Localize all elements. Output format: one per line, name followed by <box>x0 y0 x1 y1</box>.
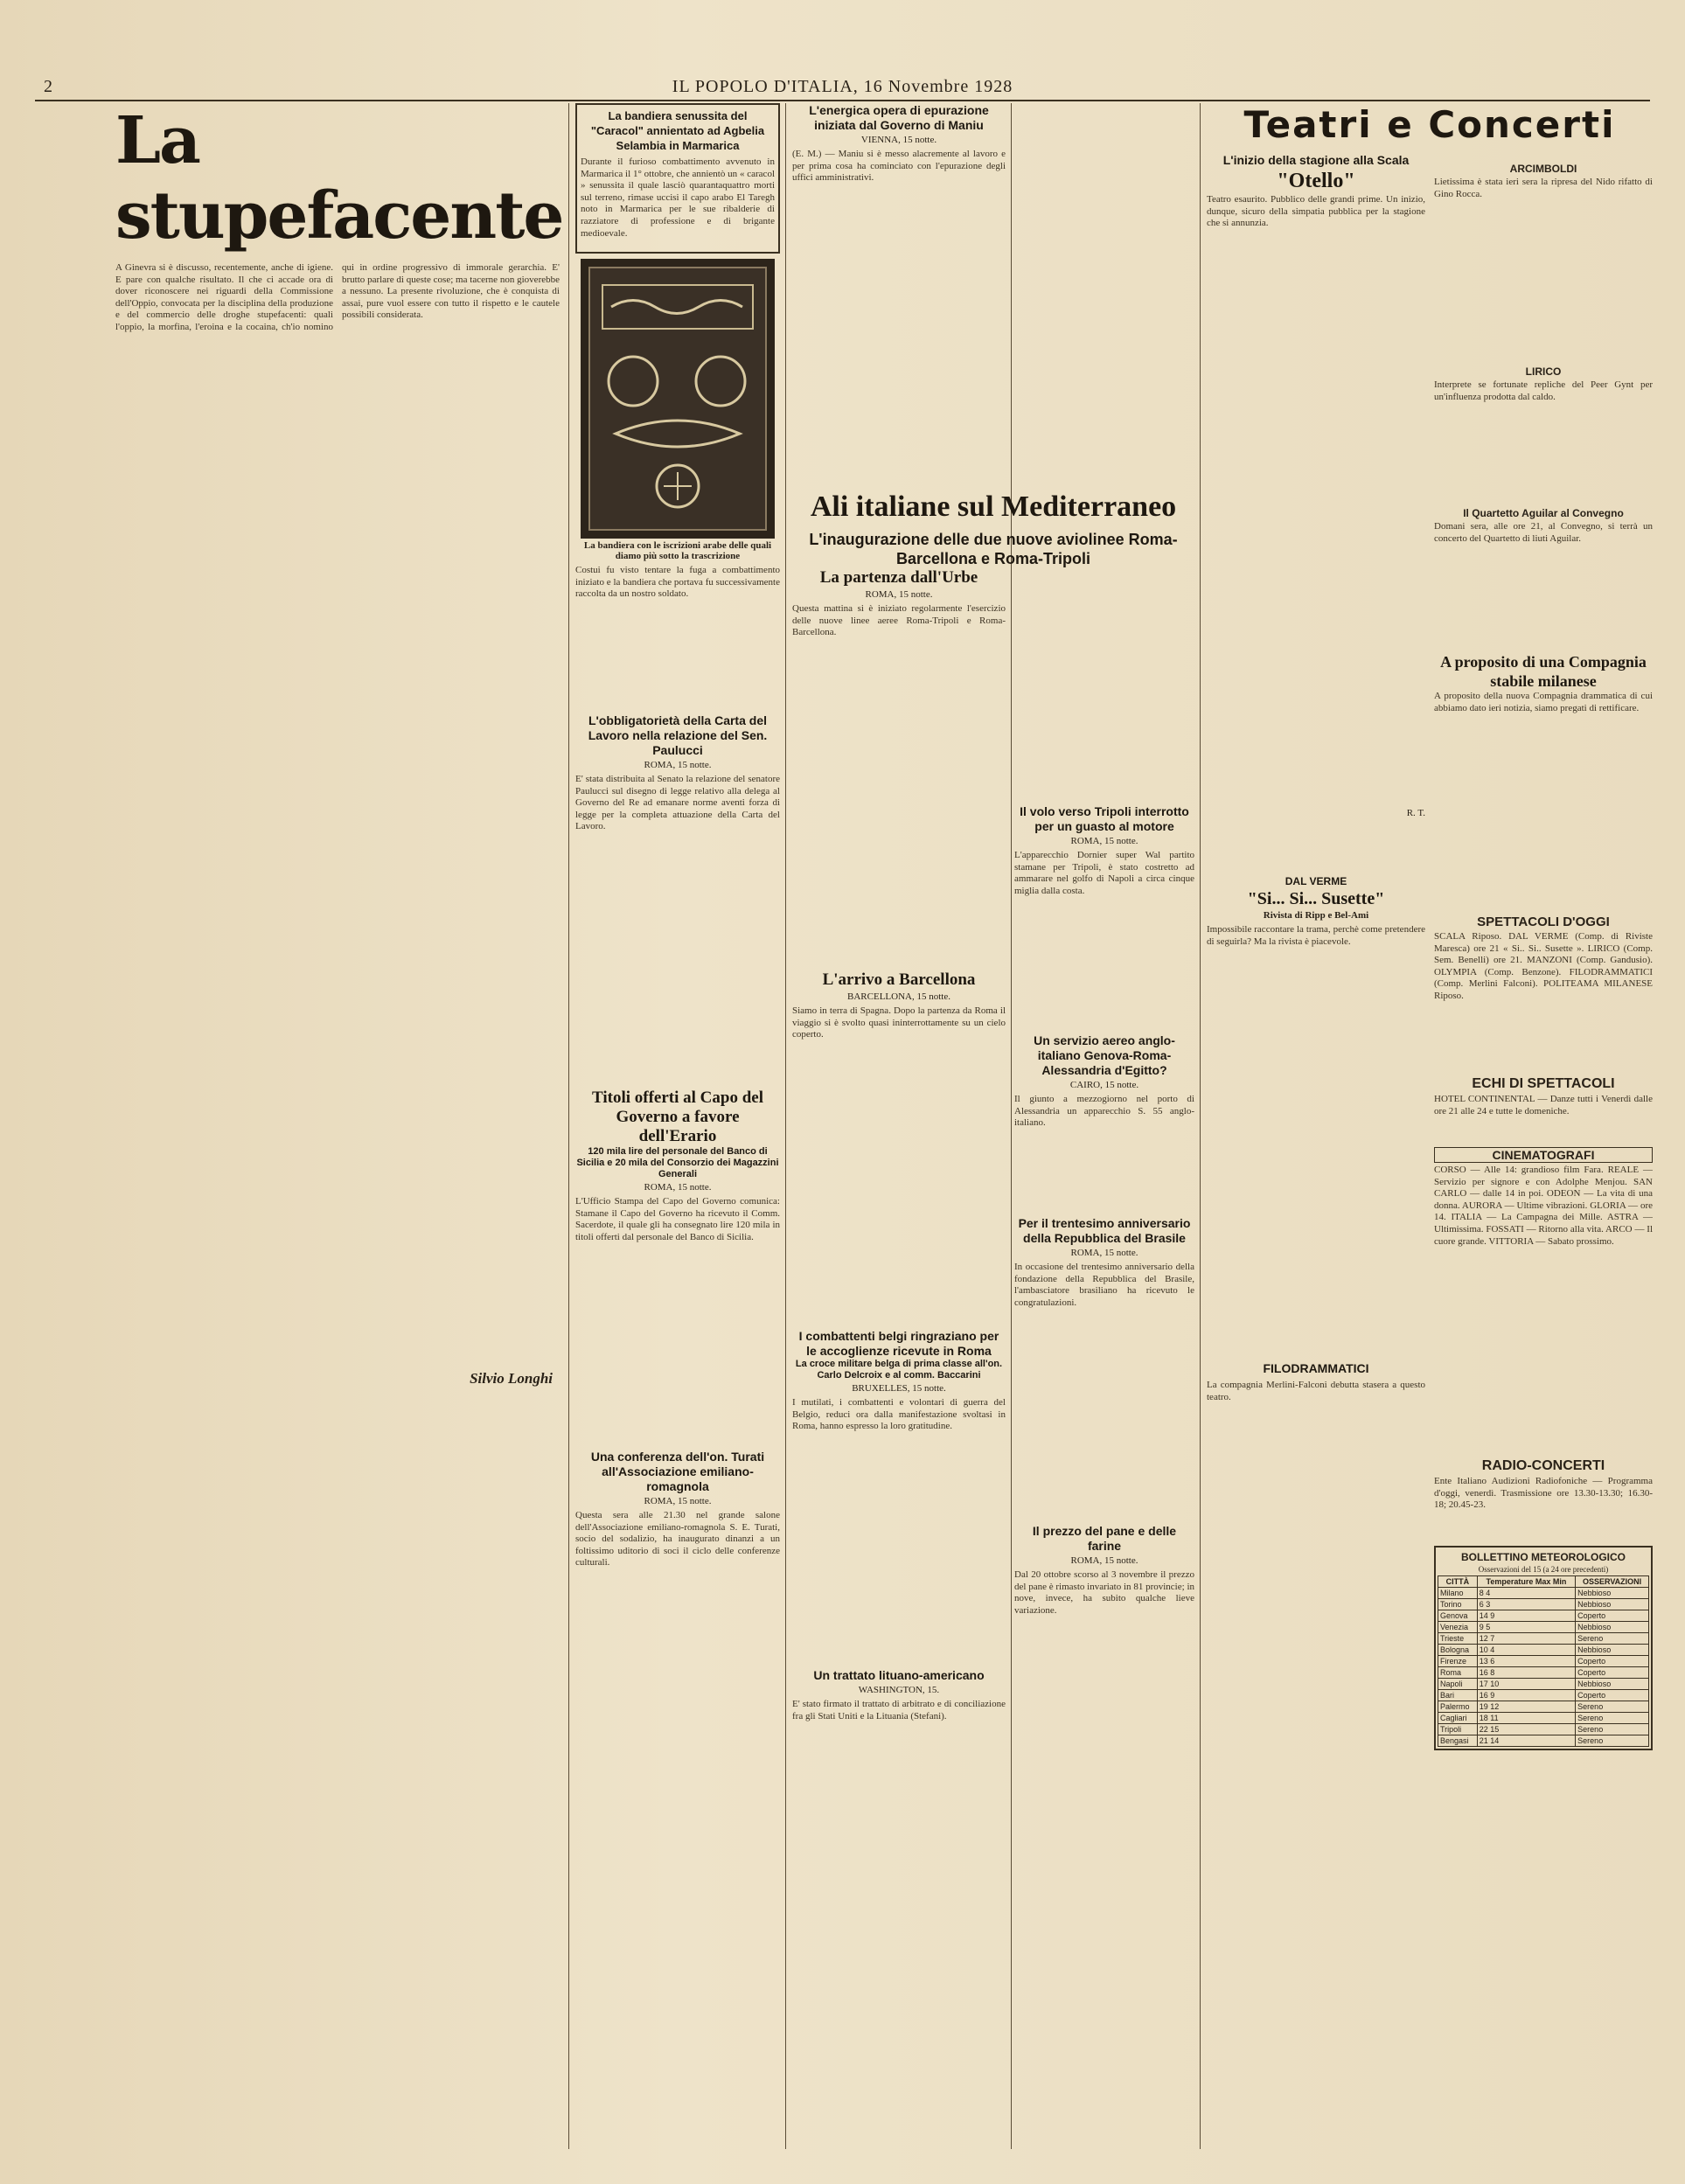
meteo-cell: 9 5 <box>1477 1622 1575 1633</box>
newspaper-title: IL POPOLO D'ITALIA, 16 Novembre 1928 <box>672 77 1013 96</box>
story-body: E' stata distribuita al Senato la relazione del senatore Paulucci sul disegno di legge relativo alla delega al Governo del Re ad emanare norme aventi forza di legge per la completa attuazione della Carta del Lavoro. <box>575 774 780 832</box>
author-signature: Silvio Longhi <box>470 1370 553 1387</box>
story-body: L'Ufficio Stampa del Capo del Governo comunica: Stamane il Capo del Governo ha ricevuto il Comm. Sacerdote, il quale gli ha consegnato lire 120 mila in titoli offerti dal personale del Banco di Sicilia. <box>575 1196 780 1242</box>
story-body: La compagnia Merlini-Falconi debutta stasera a questo teatro. <box>1207 1380 1425 1402</box>
meteo-header-cell: CITTÀ <box>1438 1576 1478 1588</box>
meteo-cell: Bologna <box>1438 1645 1478 1656</box>
meteo-row <box>1438 1735 1649 1747</box>
listing-title-quartetto: Il Quartetto Aguilar al Convegno <box>1463 507 1624 519</box>
meteo-cell: 12 7 <box>1477 1633 1575 1645</box>
meteo-cell: Nebbioso <box>1576 1645 1649 1656</box>
story-title-partenza: La partenza dall'Urbe <box>819 568 978 587</box>
column-rule <box>785 103 786 2149</box>
listing-body: HOTEL CONTINENTAL — Danze tutti i Venerdì dalle ore 21 alle 24 e tutte le domeniche. <box>1434 1094 1653 1116</box>
banner-aviolinee <box>792 490 1194 568</box>
headline-stupefacente: La stupefacente <box>115 103 563 254</box>
meteo-cell: Sereno <box>1576 1735 1649 1747</box>
meteo-cell: 6 3 <box>1477 1599 1575 1610</box>
arabic-flag-illustration <box>581 259 775 539</box>
story-body: Questa sera alle 21.30 nel grande salone dell'Associazione emiliano-romagnola S. E. Turati, socio del sodalizio, ha inaugurato dinanzi a un foltissimo uditorio di soci il ciclo delle conferenze culturali. <box>575 1510 780 1568</box>
meteo-row <box>1438 1633 1649 1645</box>
photo-caption: La bandiera con le iscrizioni arabe delle quali diamo più sotto la trascrizione <box>583 540 772 561</box>
meteo-row <box>1438 1610 1649 1622</box>
dateline: ROMA, 15 notte. <box>644 1182 712 1193</box>
meteo-header-cell: Temperature Max Min <box>1477 1576 1575 1588</box>
meteo-row <box>1438 1599 1649 1610</box>
meteo-cell: Napoli <box>1438 1679 1478 1690</box>
dateline: ROMA, 15 notte. <box>1070 1248 1138 1258</box>
meteo-row <box>1438 1622 1649 1633</box>
dateline: CAIRO, 15 notte. <box>1069 1080 1139 1090</box>
column-rule <box>568 103 569 2149</box>
meteo-cell: Tripoli <box>1438 1724 1478 1735</box>
dateline: ROMA, 15 notte. <box>1070 836 1138 846</box>
dateline: BARCELLONA, 15 notte. <box>847 991 950 1002</box>
meteo-cell: 8 4 <box>1477 1588 1575 1599</box>
meteo-cell: Nebbioso <box>1576 1679 1649 1690</box>
story-body: Impossibile raccontare la trama, perchè come pretendere di seguirla? Ma la rivista è piacevole. <box>1207 924 1425 947</box>
story-title-pane: Il prezzo del pane e delle farine <box>1032 1524 1177 1553</box>
story-subtitle-otello: "Otello" <box>1277 170 1355 192</box>
story-title-volo-tripoli: Il volo verso Tripoli interrotto per un guasto al motore <box>1020 804 1189 833</box>
story-body: Costui fu visto tentare la fuga a combattimento iniziato e la bandiera che portava fu successivamente raccolta da un nostro soldato. <box>575 565 780 600</box>
meteo-cell: 17 10 <box>1477 1679 1575 1690</box>
meteo-row <box>1438 1690 1649 1701</box>
story-title-servizio-aereo: Un servizio aereo anglo-italiano Genova-Roma-Alessandria d'Egitto? <box>1034 1033 1175 1077</box>
meteo-cell: 19 12 <box>1477 1701 1575 1713</box>
meteo-row <box>1438 1701 1649 1713</box>
meteo-cell: 16 8 <box>1477 1667 1575 1679</box>
meteo-row <box>1438 1713 1649 1724</box>
meteo-cell: Trieste <box>1438 1633 1478 1645</box>
meteo-row <box>1438 1679 1649 1690</box>
story-subtitle: La croce militare belga di prima classe all'on. Carlo Delcroix e al comm. Baccarini <box>795 1359 1003 1381</box>
story-title-trattato: Un trattato lituano-americano <box>813 1668 985 1682</box>
listing-body: A proposito della nuova Compagnia drammatica di cui abbiamo dato ieri notizia, siamo pregati di rettificare. <box>1434 691 1653 713</box>
listing-body: Ente Italiano Audizioni Radiofoniche — Programma d'oggi, venerdì. Trasmissione ore 13.30-13.30; 16.30-18; 20.45-23. <box>1434 1476 1653 1511</box>
story-body: (E. M.) — Maniu si è messo alacremente al lavoro e per prima cosa ha cominciato con l'epurazione degli uffici amministrativi. <box>792 149 1006 184</box>
meteo-cell: Nebbioso <box>1576 1588 1649 1599</box>
story-title-barcellona: L'arrivo a Barcellona <box>822 970 976 989</box>
story-body: Teatro esaurito. Pubblico delle grandi prime. Un inizio, dunque, sicuro della simpatia pubblica per la stagione che si annunzia. <box>1207 194 1425 229</box>
meteo-table <box>1438 1575 1649 1747</box>
meteo-row <box>1438 1645 1649 1656</box>
meteo-cell: 13 6 <box>1477 1656 1575 1667</box>
story-body: I mutilati, i combattenti e volontari di guerra del Belgio, reduci ora dalla manifestazione svoltasi in Roma, hanno espresso la loro gratitudine. <box>792 1397 1006 1432</box>
dateline: BRUXELLES, 15 notte. <box>852 1383 946 1394</box>
story-bandiera <box>575 103 780 254</box>
meteo-cell: Sereno <box>1576 1724 1649 1735</box>
article-body-stupefacente: A Ginevra si è discusso, recentemente, anche di igiene. E pare con qualche risultato. Il che ci accade ora di dover riconoscere nei riguardi della Commissione dell'Oppio, convocata per la disciplina della produzione e del commercio delle droghe stupefacenti: quali l'oppio, la morfina, l'eroina e la cocaina, ch'io nomino qui in ordine progressivo di immorale gerarchia. E' brutto parlare di queste cose; ma tacerne non gioverebbe a nessuno. La presente rivoluzione, che è conquista di assai, pure vuol essere con tutto il rispetto e le cautele possibili considerata. <box>115 262 560 332</box>
dateline: ROMA, 15 notte. <box>644 760 712 770</box>
story-title-brasile: Per il trentesimo anniversario della Repubblica del Brasile <box>1018 1216 1191 1245</box>
meteo-cell: Nebbioso <box>1576 1599 1649 1610</box>
story-body: Durante il furioso combattimento avvenuto in Marmarica il 1° ottobre, che annientò un « caracol » senussita il quale lasciò quarantaquattro morti sul terreno, rimase uccisi il capo arabo El Taregh noto in Marmarica per le sue ribalderie di razziatore di professione e di brigante medioevale. <box>581 156 775 239</box>
meteo-row <box>1438 1667 1649 1679</box>
listing-title-cinema: CINEMATOGRAFI <box>1434 1147 1653 1163</box>
story-title-filodrammatici: FILODRAMMATICI <box>1263 1361 1369 1375</box>
listing-title-lirico: LIRICO <box>1525 365 1562 378</box>
story-body: Siamo in terra di Spagna. Dopo la partenza da Roma il viaggio si è svolto quasi ininterrottamente su un cielo coperto. <box>792 1005 1006 1040</box>
story-title-maniu: L'energica opera di epurazione iniziata dal Governo di Maniu <box>809 103 989 132</box>
column-3 <box>792 103 1006 437</box>
story-body: Il giunto a mezzogiorno nel porto di Alessandria un apparecchio S. 55 anglo-italiano. <box>1014 1094 1194 1129</box>
meteo-cell: Torino <box>1438 1599 1478 1610</box>
meteo-cell: Bengasi <box>1438 1735 1478 1747</box>
meteo-cell: Coperto <box>1576 1610 1649 1622</box>
column-3b <box>1014 568 1194 1858</box>
meteo-title: BOLLETTINO METEOROLOGICO <box>1461 1551 1626 1563</box>
meteo-cell: Genova <box>1438 1610 1478 1622</box>
listing-body: CORSO — Alle 14: grandioso film Fara. REALE — Servizio per signore e con Adolphe Menjou. SAN CARLO — dalle 14 in poi. ODEON — La vita di una donna. AURORA — Ultime vibrazioni. GLORIA — ore 14. ITALIA — La Campagna dei Mille. ASTRA — Ultimissima. FOSSATI — Ritorno alla vita. ARCO — Il cuore grande. VITTORIA — Sabato prossimo. <box>1434 1165 1653 1247</box>
meteo-cell: Palermo <box>1438 1701 1478 1713</box>
meteo-row <box>1438 1588 1649 1599</box>
meteo-cell: Coperto <box>1576 1667 1649 1679</box>
story-body: Questa mattina si è iniziato regolarmente l'esercizio delle nuove linee aeree Roma-Tripoli e Roma-Barcellona. <box>792 603 1006 638</box>
meteo-box <box>1434 1546 1653 1750</box>
meteo-cell: Coperto <box>1576 1690 1649 1701</box>
meteo-cell: Cagliari <box>1438 1713 1478 1724</box>
listing-body: Domani sera, alle ore 21, al Convegno, si terrà un concerto del Quartetto di liuti Aguilar. <box>1434 521 1653 544</box>
story-title: La bandiera senussita del "Caracol" annientato ad Agbelia Selambia in Marmarica <box>590 109 765 152</box>
section-title-teatri: Teatri e Concerti <box>1243 103 1616 146</box>
dateline: ROMA, 15 notte. <box>865 589 933 600</box>
column-5 <box>1434 157 1653 1750</box>
listing-body: Interprete se fortunate repliche del Peer Gynt per un'influenza prodotta dal caldo. <box>1434 379 1653 402</box>
masthead <box>35 77 1650 101</box>
meteo-cell: Venezia <box>1438 1622 1478 1633</box>
story-body: E' stato firmato il trattato di arbitrato e di conciliazione fra gli Stati Uniti e la Lituania (Stefani). <box>792 1699 1006 1721</box>
dateline: VIENNA, 15 notte. <box>860 135 937 145</box>
banner-subtitle: L'inaugurazione delle due nuove aviolinee Roma-Barcellona e Roma-Tripoli <box>809 531 1178 567</box>
dateline: ROMA, 15 notte. <box>644 1496 712 1506</box>
story-title-carta-lavoro: L'obbligatorietà della Carta del Lavoro nella relazione del Sen. Paulucci <box>588 713 768 757</box>
dateline: WASHINGTON, 15. <box>858 1685 940 1695</box>
listing-body: SCALA Riposo. DAL VERME (Comp. di Riviste Maresca) ore 21 « Si.. Si.. Susette ». LIRICO (Comp. Sem. Benelli) ore 21. MANZONI (Comp. Gandusio). OLYMPIA (Comp. Benzone). FILODRAMMATICI (Comp. Merlini Falconi). POLITEAMA MILANESE Riposo. <box>1434 931 1653 1001</box>
listing-title-echi: ECHI DI SPETTACOLI <box>1472 1076 1615 1091</box>
story-title-turati: Una conferenza dell'on. Turati all'Associazione emiliano-romagnola <box>590 1450 765 1493</box>
page-number: 2 <box>44 77 52 96</box>
column-1 <box>115 103 563 2142</box>
listing-body: Lietissima è stata ieri sera la ripresa del Nido rifatto di Gino Rocca. <box>1434 177 1653 199</box>
story-subtitle-susette: "Si... Si... Susette" <box>1247 889 1385 908</box>
story-body: L'apparecchio Dornier super Wal partito stamane per Tripoli, è stato costretto ad ammarare nel golfo di Napoli a circa cinque miglia dalla costa. <box>1014 850 1194 896</box>
story-title-combattenti: I combattenti belgi ringraziano per le accoglienze ricevute in Roma <box>798 1329 999 1358</box>
meteo-cell: 22 15 <box>1477 1724 1575 1735</box>
meteo-subtitle: Osservazioni del 15 (a 24 ore precedenti) <box>1478 1565 1609 1574</box>
story-body: Dal 20 ottobre scorso al 3 novembre il prezzo del pane è rimasto invariato in 81 provincie; in nove, invece, ha subito qualche lieve variazione. <box>1014 1569 1194 1616</box>
meteo-header-cell: OSSERVAZIONI <box>1576 1576 1649 1588</box>
meteo-cell: Roma <box>1438 1667 1478 1679</box>
meteo-cell: Sereno <box>1576 1633 1649 1645</box>
meteo-cell: 21 14 <box>1477 1735 1575 1747</box>
meteo-cell: Coperto <box>1576 1656 1649 1667</box>
story-title-scala: L'inizio della stagione alla Scala <box>1222 153 1410 167</box>
listing-title-spettacoli: SPETTACOLI D'OGGI <box>1477 915 1610 929</box>
meteo-cell: 10 4 <box>1477 1645 1575 1656</box>
banner-title: Ali italiane sul Mediterraneo <box>810 490 1177 523</box>
meteo-cell: Nebbioso <box>1576 1622 1649 1633</box>
meteo-cell: Sereno <box>1576 1713 1649 1724</box>
listing-title-radio: RADIO-CONCERTI <box>1481 1458 1605 1473</box>
story-subtitle: 120 mila lire del personale del Banco di Sicilia e 20 mila del Consorzio dei Magazzini Generali <box>576 1146 779 1179</box>
listing-title-arcimboldi: ARCIMBOLDI <box>1509 163 1577 175</box>
story-title-titoli: Titoli offerti al Capo del Governo a favore dell'Erario <box>592 1089 763 1145</box>
meteo-cell: 14 9 <box>1477 1610 1575 1622</box>
story-body: In occasione del trentesimo anniversario della fondazione della Repubblica del Brasile, l'ambasciatore brasiliano ha ricevuto le congratulazioni. <box>1014 1262 1194 1308</box>
meteo-row <box>1438 1724 1649 1735</box>
listing-title-compagnia: A proposito di una Compagnia stabile milanese <box>1440 653 1647 690</box>
story-title-dal-verme: DAL VERME <box>1285 875 1347 887</box>
meteo-cell: Milano <box>1438 1588 1478 1599</box>
meteo-row <box>1438 1656 1649 1667</box>
dateline: ROMA, 15 notte. <box>1070 1555 1138 1566</box>
meteo-cell: Bari <box>1438 1690 1478 1701</box>
story-body <box>1207 822 1425 874</box>
meteo-cell: Firenze <box>1438 1656 1478 1667</box>
signoff: R. T. <box>1406 808 1425 818</box>
meteo-cell: Sereno <box>1576 1701 1649 1713</box>
meteo-cell: 18 11 <box>1477 1713 1575 1724</box>
story-note: Rivista di Ripp e Bel-Ami <box>1263 910 1369 921</box>
column-2 <box>575 103 780 1825</box>
meteo-cell: 16 9 <box>1477 1690 1575 1701</box>
column-rule <box>1011 103 1012 2149</box>
column-3-lower <box>792 568 1006 1760</box>
flag-photo <box>581 259 775 539</box>
column-rule <box>1200 103 1201 2149</box>
